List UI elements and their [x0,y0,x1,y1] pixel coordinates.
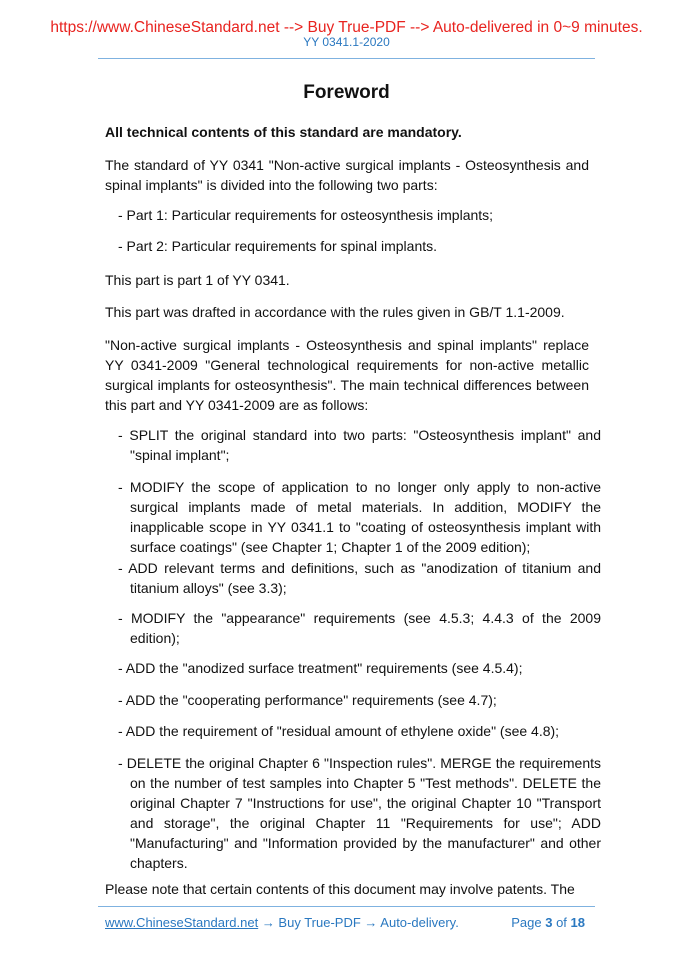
paragraph: All technical contents of this standard are mandatory. [105,124,462,140]
list-item: - DELETE the original Chapter 6 "Inspection rules". MERGE the requirements on the number of test samples into Chapter 5 "Test methods". DELETE the original Chapter 7 "Instructions for use", the original Chapter 10 "Transport and storage", the original Chapter 11 "Requirements for use"; ADD "Manufacturing" and "Information provided by the manufacturer" and other chapters. [118,755,601,871]
list-item: - ADD relevant terms and definitions, such as "anodization of titanium and titanium alloys" (see 3.3); [118,560,601,596]
list-item: - Part 2: Particular requirements for spinal implants. [118,238,438,254]
footer-text: → Buy True-PDF → Auto-delivery. [258,915,459,930]
page-total: 18 [570,915,585,930]
header-rule [98,58,595,59]
list-item: - Part 1: Particular requirements for osteosynthesis implants; [118,207,494,223]
page-number: 3 [545,915,553,930]
list-item: - ADD the "anodized surface treatment" requirements (see 4.5.4); [118,660,523,676]
list-item: - MODIFY the scope of application to no longer only apply to non-active surgical implants made of metal materials. In addition, MODIFY the inapplicable scope in YY 0341.1 to "coating of osteosynthesis implant with surface coatings" (see Chapter 1; Chapter 1 of the 2009 edition); [118,479,601,555]
paragraph: Please note that certain contents of this document may involve patents. The [105,881,575,897]
page-title: Foreword [303,82,390,103]
footer-rule [98,906,595,907]
paragraph: "Non-active surgical implants - Osteosynthesis and spinal implants" replace YY 0341-2009 "General technological requirements for non-active metallic surgical implants for osteosynthesis". The main technical differences between this part and YY 0341-2009 are as follows: [105,337,589,413]
list-item: - SPLIT the original standard into two parts: "Osteosynthesis implant" and "spinal implant"; [118,427,601,463]
footer-link[interactable]: www.ChineseStandard.net [105,915,259,930]
page-label: Page [511,915,542,930]
document-id: YY 0341.1-2020 [303,35,390,49]
paragraph: This part is part 1 of YY 0341. [105,272,290,288]
list-item: - ADD the "cooperating performance" requirements (see 4.7); [118,692,497,708]
header-banner: https://www.ChineseStandard.net --> Buy True-PDF --> Auto-delivered in 0~9 minutes. [50,19,643,36]
paragraph: The standard of YY 0341 "Non-active surgical implants - Osteosynthesis and spinal implants" is divided into the following two parts: [105,157,589,193]
list-item: - MODIFY the "appearance" requirements (see 4.5.3; 4.4.3 of the 2009 edition); [118,610,601,646]
list-item: - ADD the requirement of "residual amount of ethylene oxide" (see 4.8); [118,723,560,739]
paragraph: This part was drafted in accordance with the rules given in GB/T 1.1-2009. [105,304,565,320]
footer [105,915,585,930]
page-indicator [511,915,585,930]
of-label: of [556,915,567,930]
